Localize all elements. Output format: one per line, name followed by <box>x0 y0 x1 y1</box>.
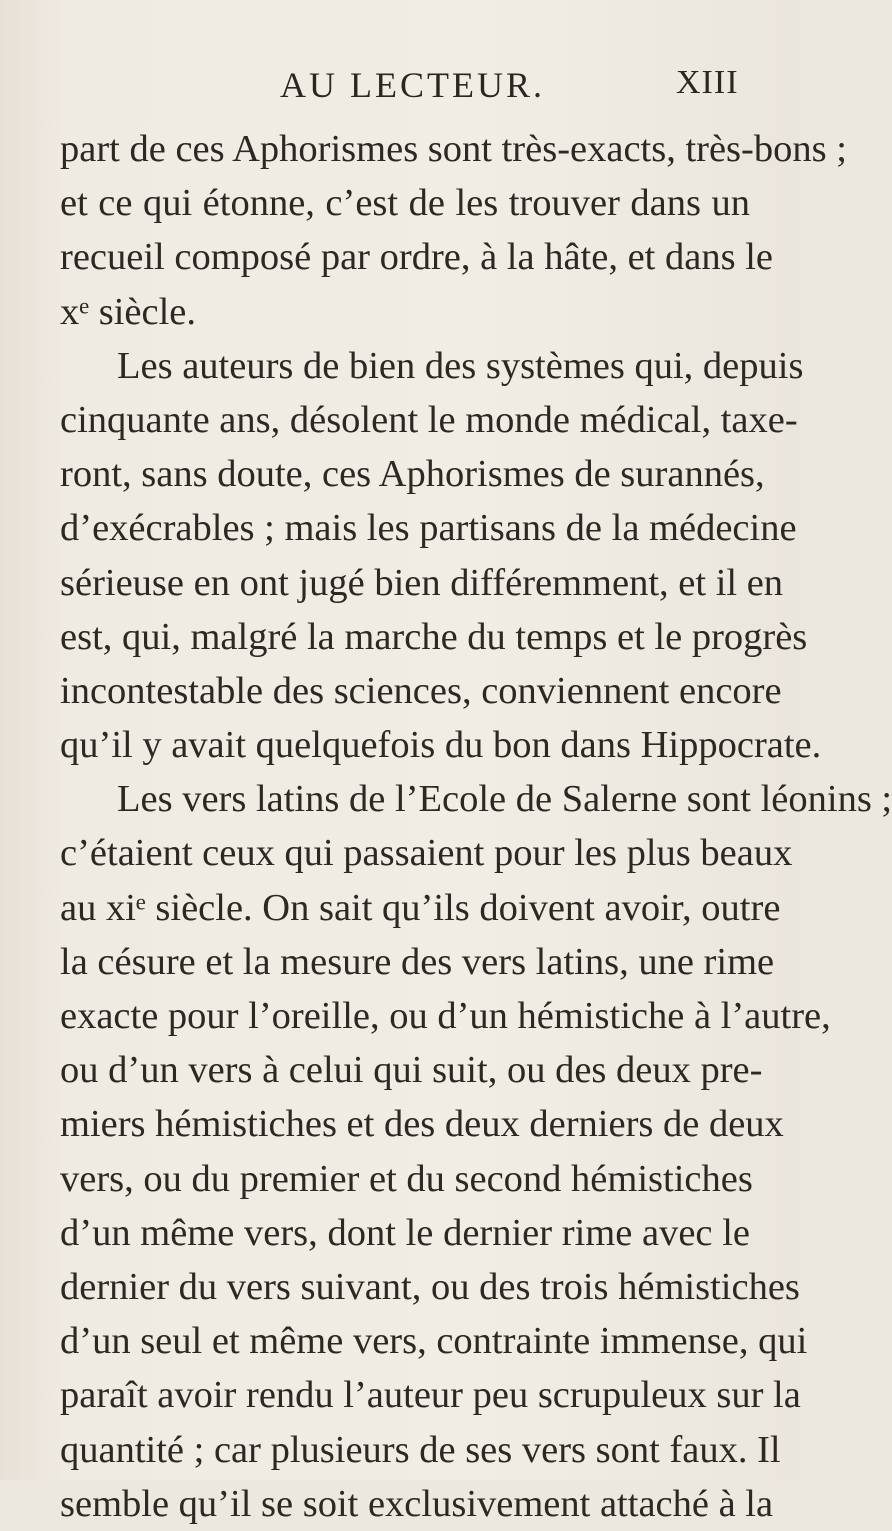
text-line: paraît avoir rendu l’auteur peu scrupuleux sur la <box>60 1374 801 1417</box>
text-line: exacte pour l’oreille, ou d’un hémistiche à l’autre, <box>60 995 831 1037</box>
text-line: vers, ou du premier et du second hémistiches <box>60 1157 753 1200</box>
paragraph-start-line: Les vers latins de l’Ecole de Salerne sont léonins ; <box>117 778 892 821</box>
text-line: d’un même vers, dont le dernier rime avec le <box>60 1211 750 1254</box>
text-line: la césure et la mesure des vers latins, une rime <box>60 940 775 983</box>
text-line: au xiᵉ siècle. On sait qu’ils doivent avoir, outre <box>60 886 781 929</box>
text-line: sérieuse en ont jugé bien différemment, et il en <box>60 561 784 604</box>
text-line: c’étaient ceux qui passaient pour les plus beaux <box>60 832 793 875</box>
text-line: recueil composé par ordre, à la hâte, et dans le <box>60 236 773 279</box>
text-line: dernier du vers suivant, ou des trois hémistiches <box>60 1265 800 1308</box>
text-line: incontestable des sciences, conviennent encore <box>60 669 782 712</box>
running-title: AU LECTEUR. <box>280 65 545 105</box>
text-line: et ce qui étonne, c’est de les trouver dans un <box>60 182 750 225</box>
text-line: d’un seul et même vers, contrainte immense, qui <box>60 1320 808 1363</box>
text-line: ront, sans doute, ces Aphorismes de surannés, <box>60 453 765 496</box>
page-number: XIII <box>676 64 739 101</box>
text-line: qu’il y avait quelquefois du bon dans Hippocrate. <box>60 724 822 767</box>
text-line: d’exécrables ; mais les partisans de la médecine <box>60 507 797 550</box>
text-line: cinquante ans, désolent le monde médical, taxe- <box>60 398 798 441</box>
body-text <box>60 122 892 1531</box>
text-line: part de ces Aphorismes sont très-exacts, très-bons ; <box>60 128 847 170</box>
text-line: ou d’un vers à celui qui suit, ou des deux pre- <box>60 1049 763 1092</box>
text-line: xᵉ siècle. <box>60 290 197 333</box>
paragraph-start-line: Les auteurs de bien des systèmes qui, depuis <box>117 344 804 387</box>
text-line: miers hémistiches et des deux derniers de deux <box>60 1103 784 1146</box>
running-head <box>0 64 800 114</box>
text-line: quantité ; car plusieurs de ses vers sont faux. Il <box>60 1428 781 1471</box>
text-line: semble qu’il se soit exclusivement attaché à la <box>60 1482 774 1525</box>
text-line: est, qui, malgré la marche du temps et le progrès <box>60 615 808 658</box>
